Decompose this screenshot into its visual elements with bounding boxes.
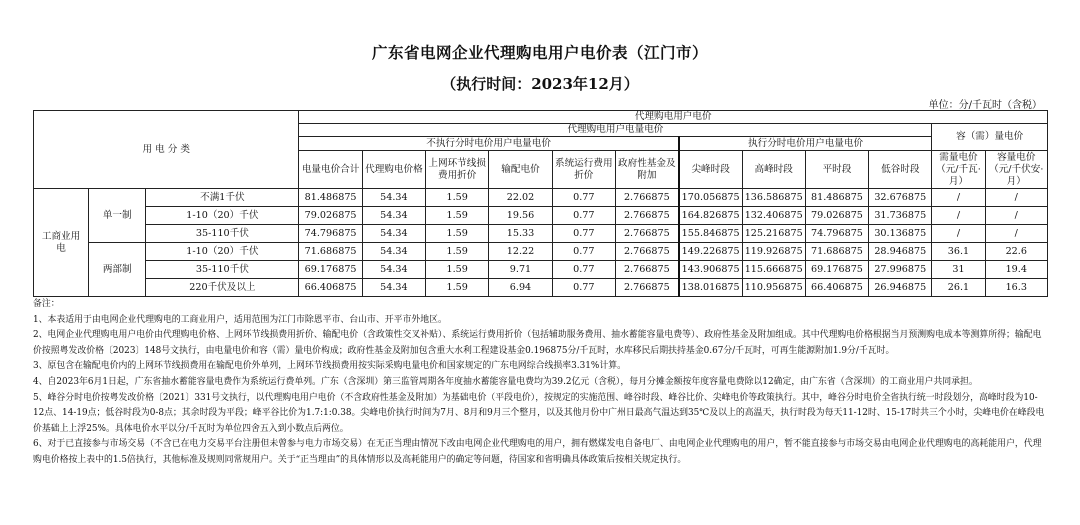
price-cell: 2.766875: [615, 207, 678, 225]
note-item: 5、峰谷分时电价按粤发改价格〔2021〕331号文执行，以代理购电用户电价（不含政府性基金及附加）为基础电价（平段电价），按规定的实施范围、峰谷时段、峰谷比价、尖峰电价等政策执行。其中，峰谷分时电价全省执行统一时段划分，高峰时段为10-12点、14-19点；低谷时段为0-8点；其余时段为平段；峰平谷比价为1.7:1:0.38。尖峰电价执行时间为7月、8月和9月三个整月，以及其他月份中广州日最高气温达到35℃及以上的高温天，执行时段为每天11-12时、15-17时共三个小时，尖峰电价在峰段电价基础上上浮25%。具体电价水平以分/千瓦时为单位四舍五入到小数点后两位。: [33, 392, 1045, 434]
price-cell: 66.406875: [299, 279, 362, 297]
price-cell: 74.796875: [805, 225, 868, 243]
price-cell: 1.59: [426, 225, 489, 243]
price-cell: 1.59: [426, 243, 489, 261]
price-cell: 54.34: [362, 207, 425, 225]
table-row: [34, 261, 1048, 279]
price-cell: 0.77: [552, 279, 615, 297]
col-header: 系统运行费用折价: [552, 151, 615, 189]
notes-section: [33, 297, 1048, 469]
table-body: [34, 189, 1048, 297]
price-cell: 22.02: [489, 189, 552, 207]
price-cell: /: [932, 207, 985, 225]
price-cell: 2.766875: [615, 243, 678, 261]
price-cell: 143.906875: [679, 261, 742, 279]
subgroup-label: 两部制: [89, 243, 146, 297]
col-header: 输配电价: [489, 151, 552, 189]
price-cell: 2.766875: [615, 279, 678, 297]
table-row: [34, 207, 1048, 225]
price-cell: 125.216875: [742, 225, 805, 243]
price-cell: 79.026875: [805, 207, 868, 225]
note-item: 2、电网企业代理购电用户电价由代理购电价格、上网环节线损费用折价、输配电价（含政策性交叉补贴）、系统运行费用折价（包括辅助服务费用、抽水蓄能容量电费等）、政府性基金及附加组成。其中代理购电价格根据当月预测购电成本等测算所得；输配电价按照粤发改价格〔2023〕148号文执行，由电量电价和容（需）量电价构成；政府性基金及附加包含重大水利工程建设基金0.196875分/千瓦时，水库移民后期扶持基金0.67分/千瓦时，可再生能源附加1.9分/千瓦时。: [33, 330, 1042, 356]
subgroup-label: 单一制: [89, 189, 146, 243]
price-cell: 164.826875: [679, 207, 742, 225]
price-cell: 19.56: [489, 207, 552, 225]
price-cell: 155.846875: [679, 225, 742, 243]
note-item: 6、对于已直接参与市场交易（不含已在电力交易平台注册但未曾参与电力市场交易）在无正当理由情况下改由电网企业代理购电的用户，拥有燃煤发电自备电厂、由电网企业代理购电的用户，暂不能直接参与市场交易由电网企业代理购电的高耗能用户，代理购电价格按上表中的1.5倍执行，其他标准及规则同常规用户。关于“正当理由”的具体情形以及高耗能用户的确定等问题，待国家和省明确具体政策后按相关规定执行。: [33, 439, 1042, 465]
price-cell: 0.77: [552, 189, 615, 207]
table-row: [34, 279, 1048, 297]
price-cell: 81.486875: [299, 189, 362, 207]
page-subtitle: （执行时间：2023年12月）: [441, 75, 639, 93]
price-cell: 22.6: [985, 243, 1047, 261]
price-cell: 119.926875: [742, 243, 805, 261]
notes-heading: 备注：: [33, 299, 60, 309]
price-cell: 136.586875: [742, 189, 805, 207]
col-header: 平时段: [805, 151, 868, 189]
price-cell: 71.686875: [299, 243, 362, 261]
table-row: [34, 189, 1048, 207]
price-cell: 0.77: [552, 243, 615, 261]
col-header: 低谷时段: [869, 151, 932, 189]
price-cell: 1.59: [426, 279, 489, 297]
col-header: 尖峰时段: [679, 151, 742, 189]
category-header: 用 电 分 类: [34, 111, 299, 189]
note-item: 1、本表适用于由电网企业代理购电的工商业用户，适用范围为江门市除恩平市、台山市、开平市外地区。: [33, 314, 447, 325]
price-cell: 2.766875: [615, 261, 678, 279]
col-header: 容量电价（元/千伏安·月）: [985, 151, 1047, 189]
col-header: 政府性基金及附加: [615, 151, 678, 189]
price-cell: /: [985, 207, 1047, 225]
price-cell: 0.77: [552, 225, 615, 243]
price-cell: 74.796875: [299, 225, 362, 243]
voltage-level: 220千伏及以上: [146, 279, 299, 297]
price-cell: 9.71: [489, 261, 552, 279]
price-cell: /: [985, 225, 1047, 243]
unit-label: 单位：分/千瓦时（含税）: [928, 100, 1042, 111]
price-cell: 54.34: [362, 225, 425, 243]
price-cell: 27.996875: [869, 261, 932, 279]
price-cell: 0.77: [552, 207, 615, 225]
price-cell: 15.33: [489, 225, 552, 243]
price-cell: 132.406875: [742, 207, 805, 225]
col-header: 高峰时段: [742, 151, 805, 189]
price-cell: 138.016875: [679, 279, 742, 297]
price-cell: 28.946875: [869, 243, 932, 261]
price-cell: 54.34: [362, 189, 425, 207]
price-cell: 71.686875: [805, 243, 868, 261]
voltage-level: 不满1千伏: [146, 189, 299, 207]
price-table: [33, 110, 1048, 297]
price-cell: 66.406875: [805, 279, 868, 297]
table-row: [34, 225, 1048, 243]
price-cell: /: [932, 225, 985, 243]
price-cell: 54.34: [362, 243, 425, 261]
price-cell: 69.176875: [299, 261, 362, 279]
voltage-level: 1-10（20）千伏: [146, 243, 299, 261]
price-cell: 1.59: [426, 261, 489, 279]
col-header: 电量电价合计: [299, 151, 362, 189]
price-cell: 36.1: [932, 243, 985, 261]
header-energy: 代理购电用户电量电价: [299, 124, 932, 137]
price-cell: 12.22: [489, 243, 552, 261]
voltage-level: 35-110千伏: [146, 261, 299, 279]
price-cell: 1.59: [426, 189, 489, 207]
price-cell: 170.056875: [679, 189, 742, 207]
price-cell: 2.766875: [615, 225, 678, 243]
price-cell: 69.176875: [805, 261, 868, 279]
price-cell: 115.666875: [742, 261, 805, 279]
price-cell: 31.736875: [869, 207, 932, 225]
price-cell: 54.34: [362, 261, 425, 279]
price-cell: 0.77: [552, 261, 615, 279]
price-cell: 2.766875: [615, 189, 678, 207]
price-cell: 79.026875: [299, 207, 362, 225]
col-header: 上网环节线损费用折价: [426, 151, 489, 189]
table-row: [34, 243, 1048, 261]
price-cell: 32.676875: [869, 189, 932, 207]
voltage-level: 1-10（20）千伏: [146, 207, 299, 225]
price-cell: 19.4: [985, 261, 1047, 279]
price-cell: 110.956875: [742, 279, 805, 297]
header-top: 代理购电用户电价: [299, 111, 1048, 124]
voltage-level: 35-110千伏: [146, 225, 299, 243]
price-cell: 16.3: [985, 279, 1047, 297]
price-cell: 26.1: [932, 279, 985, 297]
price-cell: 81.486875: [805, 189, 868, 207]
price-cell: 1.59: [426, 207, 489, 225]
price-cell: 31: [932, 261, 985, 279]
price-cell: 149.226875: [679, 243, 742, 261]
header-non-tou: 不执行分时电价用户电量电价: [299, 137, 679, 151]
price-cell: 30.136875: [869, 225, 932, 243]
col-header: 需量电价（元/千瓦·月）: [932, 151, 985, 189]
note-item: 4、自2023年6月1日起，广东省抽水蓄能容量电费作为系统运行费单列。广东（含深圳）第三监管周期各年度抽水蓄能容量电费均为39.2亿元（含税），每月分摊金额按年度容量电费除以12确定，由广东省（含深圳）的工商业用户共同承担。: [33, 376, 978, 387]
col-header: 代理购电价格: [362, 151, 425, 189]
price-cell: 26.946875: [869, 279, 932, 297]
group-label: 工商业用电: [34, 189, 89, 297]
page-title: 广东省电网企业代理购电用户电价表（江门市）: [371, 43, 708, 62]
header-capacity: 容（需）量电价: [932, 124, 1048, 151]
price-cell: 6.94: [489, 279, 552, 297]
price-cell: /: [932, 189, 985, 207]
header-tou: 执行分时电价用户电量电价: [679, 137, 932, 151]
note-item: 3、原包含在输配电价内的上网环节线损费用在输配电价外单列，上网环节线损费用按实际采购电量电价和国家规定的广东电网综合线损率3.31%计算。: [33, 361, 626, 372]
price-cell: 54.34: [362, 279, 425, 297]
price-cell: /: [985, 189, 1047, 207]
